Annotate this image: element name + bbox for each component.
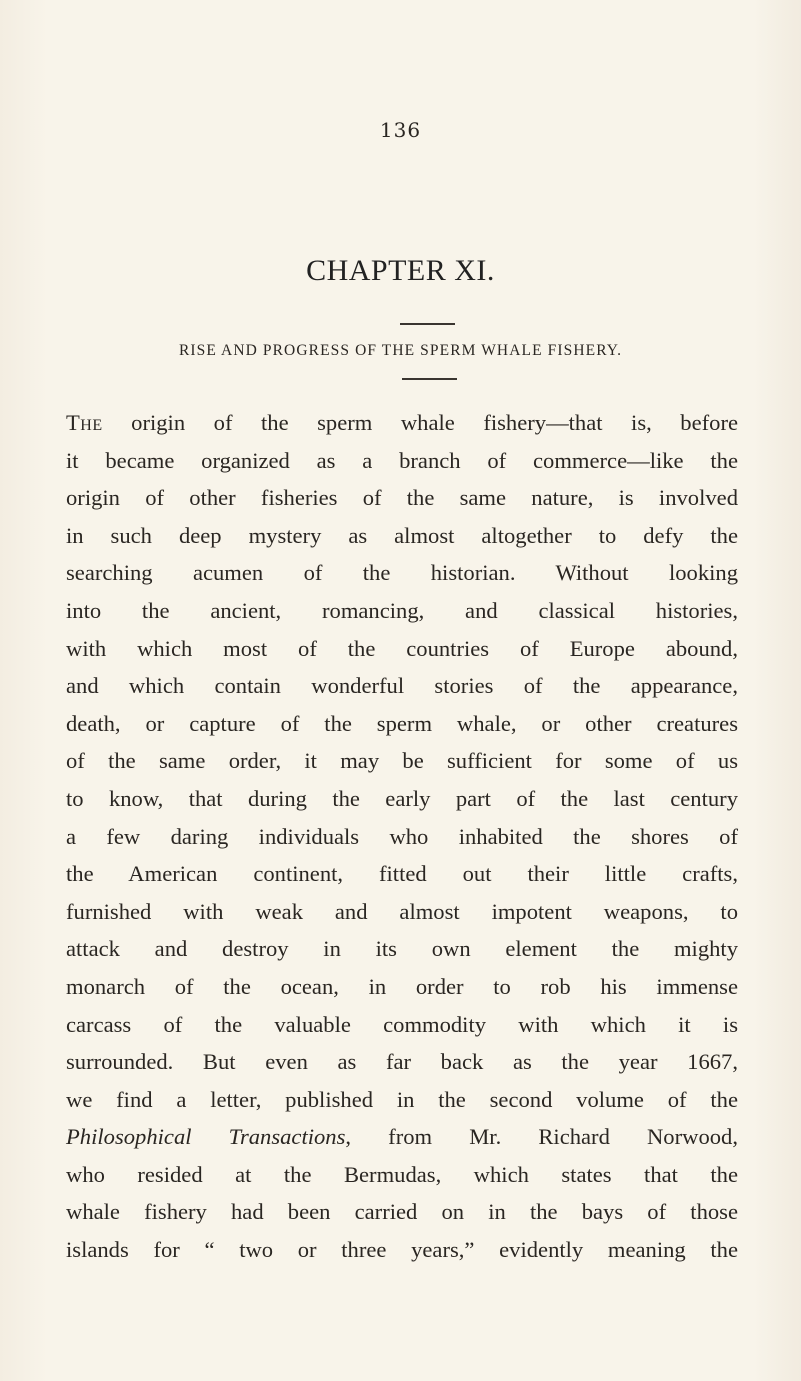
italic-publication-title: Philosophical Transactions xyxy=(66,1124,346,1150)
text-line: who resided at the Bermudas, which states that the xyxy=(66,1161,738,1187)
divider-rule-bottom xyxy=(402,378,457,380)
text-line: carcass of the valuable commodity with which it is xyxy=(66,1011,738,1037)
text-line: furnished with weak and almost impotent weapons, to xyxy=(66,898,738,924)
text-line-with-italic xyxy=(66,1118,738,1156)
text-line: attack and destroy in its own element the mighty xyxy=(66,936,738,962)
text-line: with which most of the countries of Europe abound, xyxy=(66,635,738,661)
text-line: origin of other fisheries of the same nature, is involved xyxy=(66,485,738,511)
page-number: 136 xyxy=(379,118,422,142)
text-line: surrounded. But even as far back as the year 1667, xyxy=(66,1049,738,1075)
body-paragraph xyxy=(66,404,738,1269)
text-line: it became organized as a branch of commerce—like the xyxy=(66,447,738,473)
text-line: to know, that during the early part of the last century xyxy=(66,785,738,811)
text-line: and which contain wonderful stories of the appearance, xyxy=(66,673,738,699)
text-line-1-rest: origin of the sperm whale fishery—that is, before xyxy=(102,410,738,435)
text-line-rest: , from Mr. Richard Norwood, xyxy=(345,1124,738,1150)
text-line: the American continent, fitted out their little crafts, xyxy=(66,861,738,887)
lead-word: The xyxy=(66,410,103,435)
text-line: in such deep mystery as almost altogether to defy the xyxy=(66,522,738,548)
text-line: into the ancient, romancing, and classical histories, xyxy=(66,597,738,623)
text-line-1 xyxy=(66,404,738,442)
text-line: death, or capture of the sperm whale, or other creatures xyxy=(66,710,738,736)
divider-rule-top xyxy=(400,323,455,325)
text-line: islands for “ two or three years,” evidently meaning the xyxy=(66,1237,738,1263)
text-line: we find a letter, published in the second volume of the xyxy=(66,1086,738,1112)
chapter-title: CHAPTER XI. xyxy=(306,254,495,287)
chapter-subtitle: RISE AND PROGRESS OF THE SPERM WHALE FISHERY. xyxy=(178,342,623,359)
text-line: a few daring individuals who inhabited the shores of xyxy=(66,823,738,849)
text-line: searching acumen of the historian. Without looking xyxy=(66,560,738,586)
text-line: of the same order, it may be sufficient for some of us xyxy=(66,748,738,774)
text-line: whale fishery had been carried on in the bays of those xyxy=(66,1199,738,1225)
text-line: monarch of the ocean, in order to rob his immense xyxy=(66,973,738,999)
